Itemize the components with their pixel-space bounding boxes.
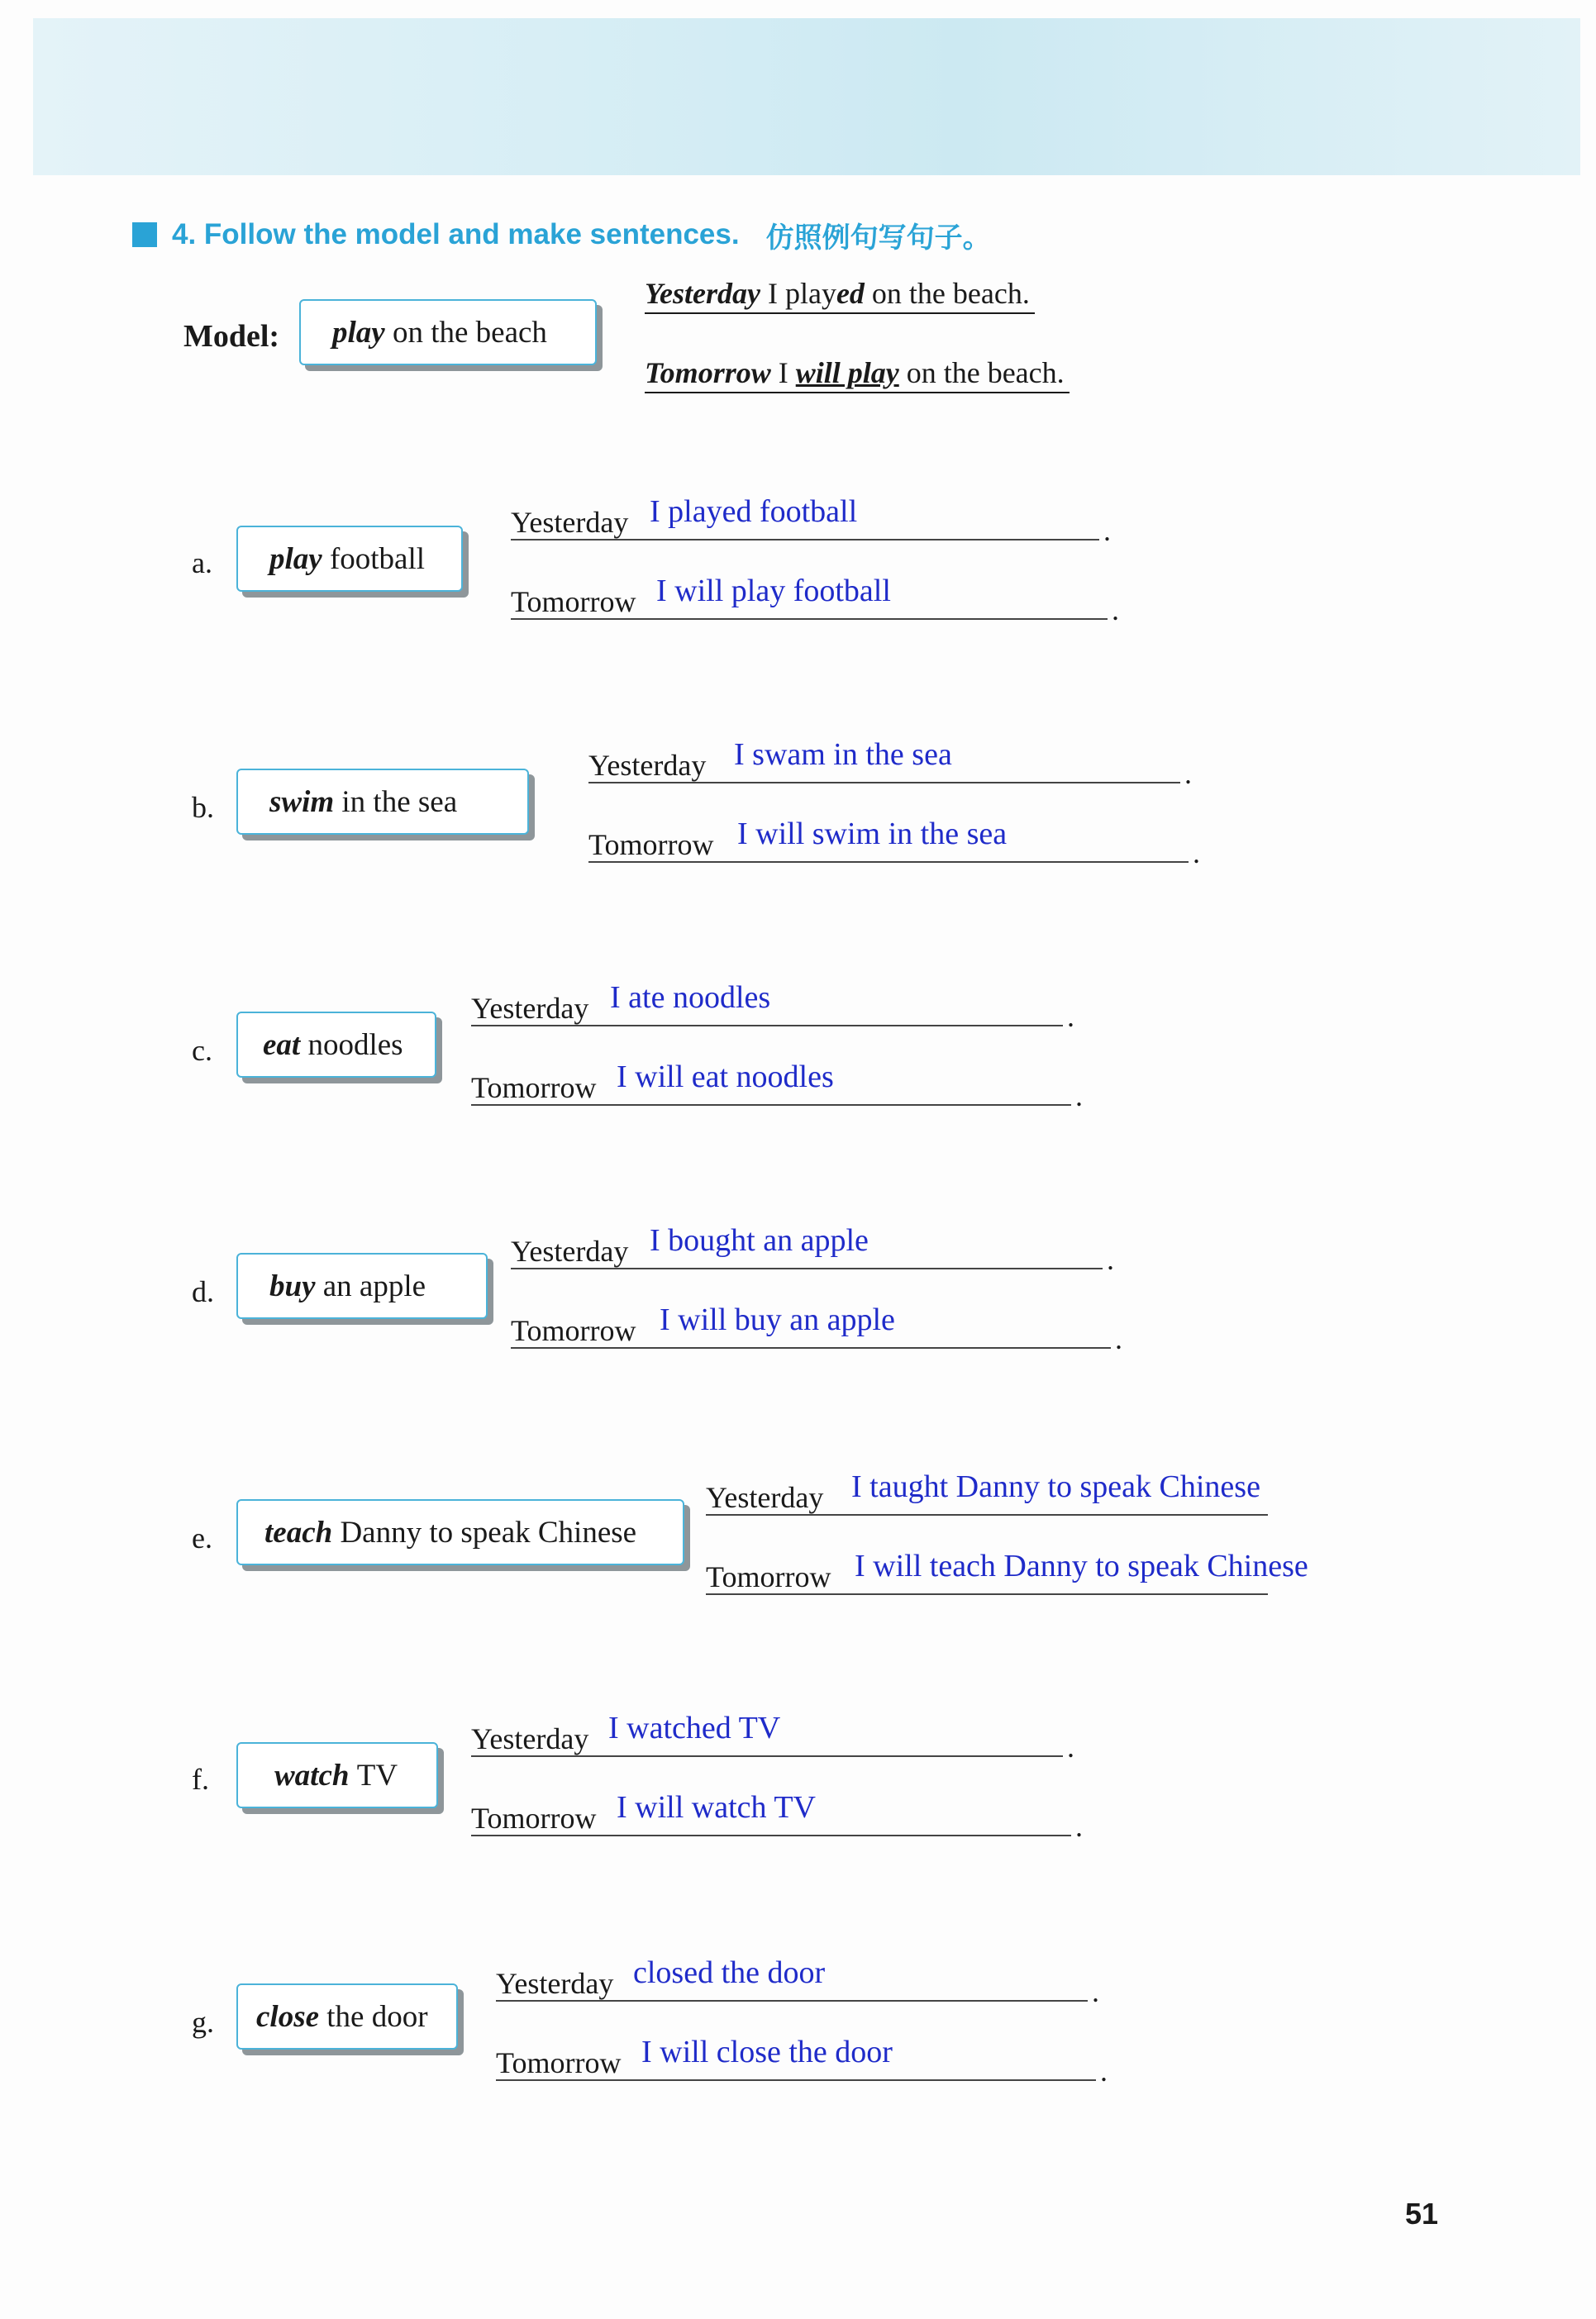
handwritten-answer: I will swim in the sea <box>737 817 1008 851</box>
handwritten-answer: I will eat noodles <box>617 1060 834 1094</box>
item-letter: c. <box>192 1034 212 1067</box>
handwritten-answer: I will watch TV <box>617 1790 816 1825</box>
answer-line-yesterday[interactable]: Yesterday I taught Danny to speak Chinese <box>706 1474 1268 1516</box>
page-number: 51 <box>1405 2197 1439 2231</box>
phrase-box: watch TV <box>236 1742 438 1808</box>
exercise-title: 4. Follow the model and make sentences. <box>172 218 740 250</box>
answer-line-yesterday[interactable]: Yesterday I ate noodles . <box>471 980 1074 1033</box>
handwritten-answer: I watched TV <box>608 1711 781 1745</box>
answer-line-tomorrow[interactable]: Tomorrow I will play football . <box>511 574 1119 626</box>
model-line-tomorrow: Tomorrow I will play on the beach. <box>645 355 1070 393</box>
handwritten-answer: I taught Danny to speak Chinese <box>851 1469 1260 1504</box>
answer-line-tomorrow[interactable]: Tomorrow I will teach Danny to speak Chinese <box>706 1549 1308 1593</box>
answer-line-tomorrow[interactable]: Tomorrow I will swim in the sea . <box>588 817 1200 869</box>
handwritten-answer: I played football <box>650 494 858 529</box>
handwritten-answer: I will close the door <box>641 2035 893 2069</box>
answer-line-yesterday[interactable]: Yesterday closed the door . <box>496 1955 1099 2008</box>
section-square-icon <box>132 222 157 247</box>
handwritten-answer: I will teach Danny to speak Chinese <box>855 1549 1308 1583</box>
model-label: Model: <box>183 319 280 354</box>
item-letter: f. <box>192 1763 209 1796</box>
handwritten-answer: I bought an apple <box>650 1223 869 1258</box>
item-letter: d. <box>192 1275 214 1308</box>
item-letter: a. <box>192 546 212 579</box>
model-line-yesterday: Yesterday I played on the beach. <box>645 276 1035 314</box>
answer-line-tomorrow[interactable]: Tomorrow I will eat noodles . <box>471 1060 1083 1112</box>
phrase-box: play football <box>236 526 463 592</box>
handwritten-answer: I ate noodles <box>610 980 771 1015</box>
phrase-box: buy an apple <box>236 1253 488 1319</box>
answer-line-tomorrow[interactable]: Tomorrow I will close the door . <box>496 2035 1108 2088</box>
phrase-box: close the door <box>236 1983 458 2050</box>
phrase-box: eat noodles <box>236 1012 436 1078</box>
item-letter: g. <box>192 2006 214 2039</box>
handwritten-answer: closed the door <box>633 1955 826 1990</box>
answer-line-yesterday[interactable]: Yesterday I swam in the sea . <box>588 737 1192 790</box>
answer-line-tomorrow[interactable]: Tomorrow I will buy an apple . <box>511 1302 1122 1355</box>
handwritten-answer: I will play football <box>656 574 891 608</box>
handwritten-answer: I will buy an apple <box>660 1302 895 1337</box>
item-letter: b. <box>192 791 214 824</box>
model-phrase-box <box>299 299 597 365</box>
handwritten-answer: I swam in the sea <box>734 737 952 772</box>
phrase-box: teach Danny to speak Chinese <box>236 1499 684 1565</box>
model-rest: on the beach <box>392 315 547 350</box>
answer-line-tomorrow[interactable]: Tomorrow I will watch TV . <box>471 1790 1083 1843</box>
exercise-title-cn: 仿照例句写句子。 <box>765 221 991 255</box>
answer-line-yesterday[interactable]: Yesterday I bought an apple . <box>511 1223 1114 1276</box>
model-verb: play <box>332 315 385 350</box>
phrase-box: swim in the sea <box>236 769 529 835</box>
header-band <box>33 18 1580 175</box>
answer-line-yesterday[interactable]: Yesterday I watched TV . <box>471 1711 1074 1764</box>
answer-line-yesterday[interactable]: Yesterday I played football . <box>511 494 1111 547</box>
item-letter: e. <box>192 1521 212 1555</box>
exercise-heading <box>132 217 991 253</box>
